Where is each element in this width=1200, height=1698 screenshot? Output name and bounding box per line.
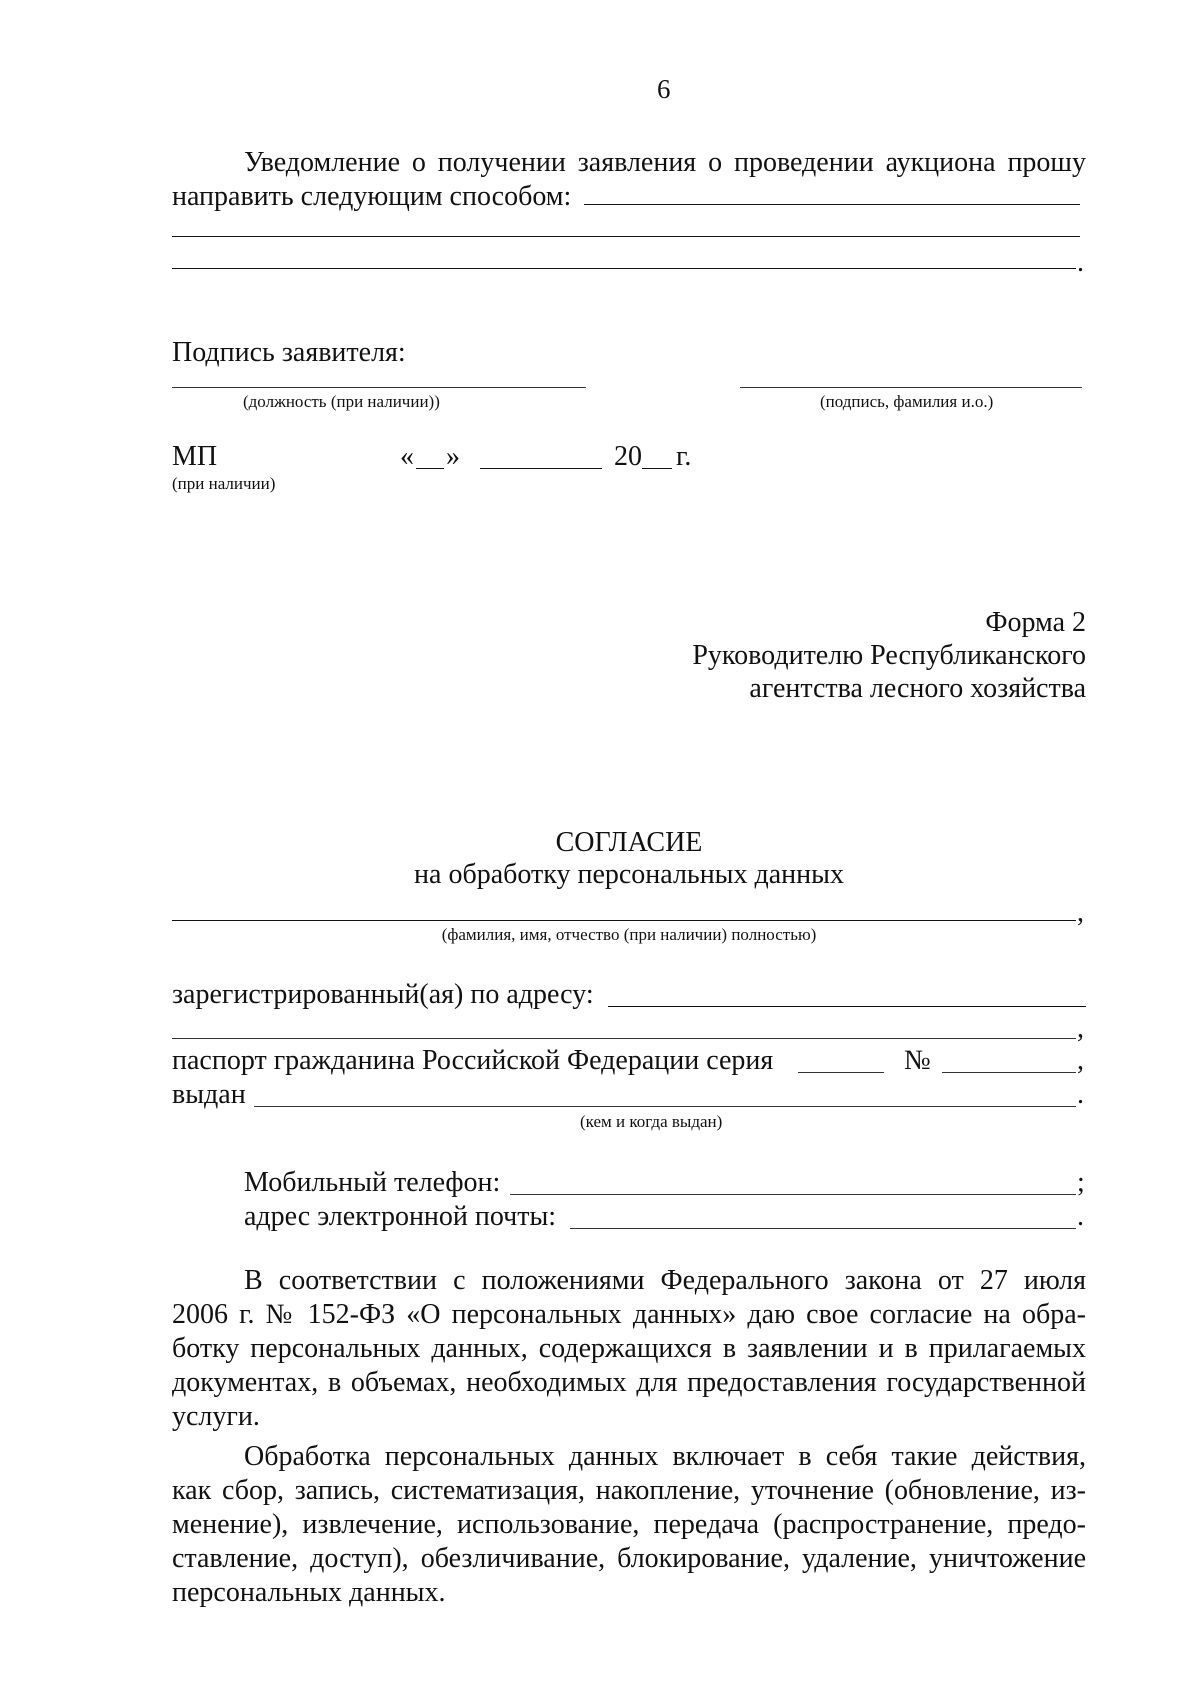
page-number: 6 [657, 74, 671, 104]
consent-para1-line: документах, в объемах, необходимых для предоставления государственной [172, 1367, 1086, 1398]
date-close-quote: » [446, 441, 460, 472]
consent-para1-line: услуги. [172, 1401, 260, 1432]
email-label: адрес электронной почты: [244, 1201, 557, 1232]
addressee-line-1: Руководителю Республиканского [692, 640, 1086, 671]
address-field[interactable] [608, 1006, 1086, 1007]
date-year-prefix: 20 [614, 441, 642, 472]
consent-para2-line: ставление, доступ), обезличивание, блокирование, удаление, уничтожение [172, 1543, 1086, 1574]
notice-line-2: направить следующим способом: [172, 181, 572, 212]
form-number: Форма 2 [985, 607, 1086, 638]
consent-para2-line: менение), извлечение, использование, передача (распространение, предо- [172, 1509, 1086, 1540]
consent-para1-line: ботку персональных данных, содержащихся в заявлении и в прилагаемых [172, 1333, 1086, 1364]
date-open-quote: « [400, 441, 414, 472]
full-name-field[interactable] [172, 920, 1076, 921]
address-comma: , [1077, 1013, 1084, 1044]
passport-number-sign: № [904, 1045, 931, 1076]
passport-series-field[interactable] [798, 1072, 884, 1073]
notice-method-field-2[interactable] [172, 236, 1080, 237]
consent-title: СОГЛАСИЕ [555, 827, 703, 858]
date-year-suffix: г. [676, 441, 692, 472]
issued-field[interactable] [254, 1106, 1076, 1107]
consent-para1-line: В соответствии с положениями Федерального закона от 27 июля [244, 1265, 1086, 1296]
mobile-field[interactable] [510, 1194, 1076, 1195]
notice-line-1: Уведомление о получении заявления о проведении аукциона прошу [244, 147, 1086, 178]
passport-comma: , [1077, 1045, 1084, 1076]
date-month-field[interactable] [480, 468, 602, 469]
signature-caption: (подпись, фамилия и.о.) [820, 392, 994, 411]
email-period: . [1077, 1201, 1084, 1232]
registered-label: зарегистрированный(ая) по адресу: [172, 979, 594, 1010]
passport-label: паспорт гражданина Российской Федерации серия [172, 1045, 774, 1076]
mobile-label: Мобильный телефон: [244, 1167, 501, 1198]
consent-subtitle: на обработку персональных данных [414, 859, 844, 890]
notice-method-field[interactable] [584, 204, 1080, 205]
consent-para2-line: как сбор, запись, систематизация, накопление, уточнение (обновление, из- [172, 1475, 1086, 1506]
signature-label: Подпись заявителя: [172, 337, 406, 368]
consent-para2-line: персональных данных. [172, 1577, 446, 1608]
date-year-field[interactable] [642, 468, 672, 469]
stamp-note: (при наличии) [172, 474, 276, 493]
issued-period: . [1077, 1079, 1084, 1110]
address-field-2[interactable] [172, 1038, 1076, 1039]
consent-para2-line: Обработка персональных данных включает в себя такие действия, [244, 1441, 1086, 1472]
email-field[interactable] [570, 1228, 1076, 1229]
mobile-semicolon: ; [1077, 1167, 1085, 1198]
issued-caption: (кем и когда выдан) [580, 1112, 723, 1131]
date-day-field[interactable] [416, 468, 444, 469]
addressee-line-2: агентства лесного хозяйства [749, 673, 1086, 704]
stamp-label: МП [172, 441, 218, 472]
full-name-caption: (фамилия, имя, отчество (при наличии) полностью) [441, 925, 817, 944]
position-caption: (должность (при наличии)) [243, 392, 440, 411]
consent-para1-line: 2006 г. № 152-ФЗ «О персональных данных» даю свое согласие на обра- [172, 1299, 1086, 1330]
full-name-comma: , [1077, 897, 1084, 928]
issued-label: выдан [172, 1079, 246, 1110]
passport-number-field[interactable] [942, 1072, 1076, 1073]
notice-method-field-3[interactable] [172, 268, 1076, 269]
notice-end-mark: . [1077, 247, 1084, 278]
position-field[interactable] [172, 387, 586, 388]
signature-field[interactable] [740, 387, 1082, 388]
